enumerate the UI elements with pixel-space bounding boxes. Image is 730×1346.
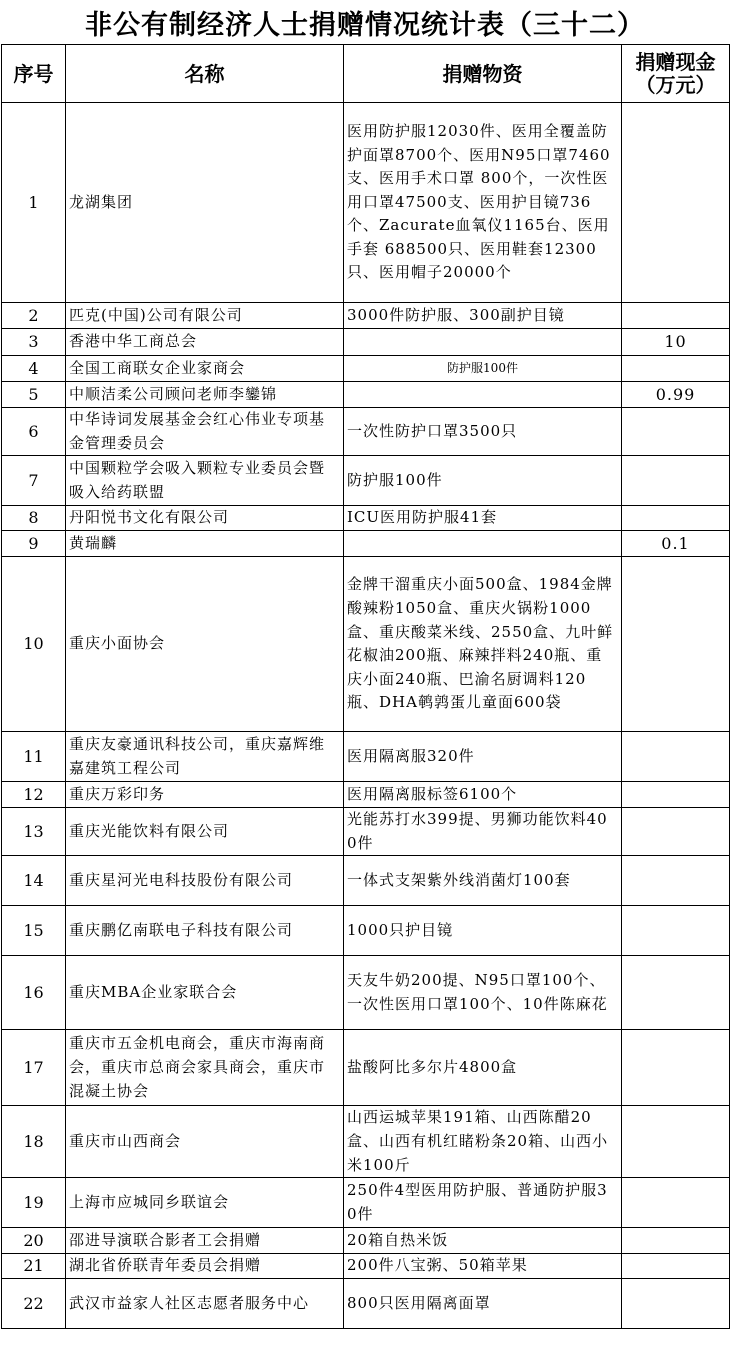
donor-name: 重庆友豪通讯科技公司，重庆嘉辉维嘉建筑工程公司 xyxy=(66,732,344,782)
donated-goods: 天友牛奶200提、N95口罩100个、一次性医用口罩100个、10件陈麻花 xyxy=(344,956,622,1030)
row-number: 7 xyxy=(2,456,66,506)
donated-goods: 一次性防护口罩3500只 xyxy=(344,408,622,456)
table-row xyxy=(2,1279,730,1329)
donated-goods: 盐酸阿比多尔片4800盒 xyxy=(344,1030,622,1106)
donated-goods: 山西运城苹果191箱、山西陈醋20盒、山西有机红睹粉条20箱、山西小米100斤 xyxy=(344,1106,622,1178)
row-number: 2 xyxy=(2,303,66,329)
table-body xyxy=(2,103,730,1329)
donor-name: 龙湖集团 xyxy=(66,103,344,303)
donated-goods: 光能苏打水399提、男狮功能饮料400件 xyxy=(344,808,622,856)
table-row xyxy=(2,956,730,1030)
table-row xyxy=(2,1106,730,1178)
donor-name: 重庆光能饮料有限公司 xyxy=(66,808,344,856)
row-number: 18 xyxy=(2,1106,66,1178)
donated-goods: 200件八宝粥、50箱苹果 xyxy=(344,1254,622,1279)
donated-goods: 防护服100件 xyxy=(344,356,622,382)
table-row xyxy=(2,303,730,329)
donated-goods: ICU医用防护服41套 xyxy=(344,506,622,531)
donated-cash: 0.1 xyxy=(622,531,730,557)
donated-cash xyxy=(622,1106,730,1178)
donor-name: 匹克(中国)公司有限公司 xyxy=(66,303,344,329)
row-number: 15 xyxy=(2,906,66,956)
donated-goods: 一体式支架紫外线消菌灯100套 xyxy=(344,856,622,906)
donor-name: 重庆小面协会 xyxy=(66,557,344,732)
row-number: 10 xyxy=(2,557,66,732)
table-row xyxy=(2,456,730,506)
donated-goods: 800只医用隔离面罩 xyxy=(344,1279,622,1329)
donated-cash xyxy=(622,408,730,456)
donor-name: 重庆市山西商会 xyxy=(66,1106,344,1178)
donated-cash xyxy=(622,303,730,329)
row-number: 16 xyxy=(2,956,66,1030)
table-row xyxy=(2,856,730,906)
donated-cash: 0.99 xyxy=(622,382,730,408)
donated-goods: 防护服100件 xyxy=(344,456,622,506)
donated-cash xyxy=(622,1228,730,1254)
donor-name: 重庆鹏亿南联电子科技有限公司 xyxy=(66,906,344,956)
donated-goods: 1000只护目镜 xyxy=(344,906,622,956)
table-row xyxy=(2,732,730,782)
row-number: 6 xyxy=(2,408,66,456)
donor-name: 重庆MBA企业家联合会 xyxy=(66,956,344,1030)
donated-cash xyxy=(622,1030,730,1106)
donor-name: 重庆万彩印务 xyxy=(66,782,344,808)
donor-name: 武汉市益家人社区志愿者服务中心 xyxy=(66,1279,344,1329)
row-number: 4 xyxy=(2,356,66,382)
row-number: 9 xyxy=(2,531,66,557)
table-header-row xyxy=(2,45,730,103)
row-number: 12 xyxy=(2,782,66,808)
donated-goods: 20箱自热米饭 xyxy=(344,1228,622,1254)
donated-cash xyxy=(622,103,730,303)
donor-name: 湖北省侨联青年委员会捐赠 xyxy=(66,1254,344,1279)
donated-cash xyxy=(622,808,730,856)
donated-cash xyxy=(622,1279,730,1329)
row-number: 20 xyxy=(2,1228,66,1254)
donated-cash: 10 xyxy=(622,329,730,356)
header-cash: 捐赠现金（万元） xyxy=(622,45,730,103)
donor-name: 上海市应城同乡联谊会 xyxy=(66,1178,344,1228)
donated-goods: 医用隔离服标签6100个 xyxy=(344,782,622,808)
donor-name: 重庆星河光电科技股份有限公司 xyxy=(66,856,344,906)
donated-goods: 金牌干溜重庆小面500盒、1984金牌酸辣粉1050盒、重庆火锅粉1000盒、重庆酸菜米线、2550盒、九叶鲜花椒油200瓶、麻辣拌料240瓶、重庆小面240瓶、巴渝名厨调料120瓶、DHA鹌鹑蛋儿童面600袋 xyxy=(344,557,622,732)
row-number: 22 xyxy=(2,1279,66,1329)
document-title: 非公有制经济人士捐赠情况统计表（三十二） xyxy=(85,9,645,41)
row-number: 3 xyxy=(2,329,66,356)
donated-cash xyxy=(622,732,730,782)
donor-name: 全国工商联女企业家商会 xyxy=(66,356,344,382)
donor-name: 中顺洁柔公司顾问老师李鑾锦 xyxy=(66,382,344,408)
donor-name: 中华诗词发展基金会红心伟业专项基金管理委员会 xyxy=(66,408,344,456)
donated-goods: 250件4型医用防护服、普通防护服30件 xyxy=(344,1178,622,1228)
donated-cash xyxy=(622,906,730,956)
row-number: 1 xyxy=(2,103,66,303)
header-no: 序号 xyxy=(2,45,66,103)
table-row xyxy=(2,531,730,557)
donor-name: 黄瑞麟 xyxy=(66,531,344,557)
table-row xyxy=(2,1228,730,1254)
table-row xyxy=(2,557,730,732)
donation-table xyxy=(1,44,730,1329)
donor-name: 丹阳悦书文化有限公司 xyxy=(66,506,344,531)
table-row xyxy=(2,1030,730,1106)
table-row xyxy=(2,356,730,382)
table-row xyxy=(2,808,730,856)
header-name: 名称 xyxy=(66,45,344,103)
table-row xyxy=(2,408,730,456)
donor-name: 邵进导演联合影者工会捐赠 xyxy=(66,1228,344,1254)
row-number: 5 xyxy=(2,382,66,408)
donated-cash xyxy=(622,1254,730,1279)
donated-goods xyxy=(344,329,622,356)
table-row xyxy=(2,906,730,956)
table-row xyxy=(2,1178,730,1228)
table-row xyxy=(2,1254,730,1279)
donated-cash xyxy=(622,956,730,1030)
donated-goods: 3000件防护服、300副护目镜 xyxy=(344,303,622,329)
donor-name: 中国颗粒学会吸入颗粒专业委员会暨吸入给药联盟 xyxy=(66,456,344,506)
donor-name: 香港中华工商总会 xyxy=(66,329,344,356)
table-row xyxy=(2,506,730,531)
table-row xyxy=(2,782,730,808)
row-number: 11 xyxy=(2,732,66,782)
donated-cash xyxy=(622,782,730,808)
donated-goods xyxy=(344,531,622,557)
row-number: 14 xyxy=(2,856,66,906)
row-number: 17 xyxy=(2,1030,66,1106)
donated-cash xyxy=(622,356,730,382)
row-number: 8 xyxy=(2,506,66,531)
row-number: 19 xyxy=(2,1178,66,1228)
row-number: 21 xyxy=(2,1254,66,1279)
donated-goods: 医用隔离服320件 xyxy=(344,732,622,782)
donated-goods xyxy=(344,382,622,408)
table-row xyxy=(2,103,730,303)
donated-cash xyxy=(622,856,730,906)
donated-cash xyxy=(622,1178,730,1228)
donor-name: 重庆市五金机电商会，重庆市海南商会，重庆市总商会家具商会，重庆市混凝土协会 xyxy=(66,1030,344,1106)
donated-cash xyxy=(622,456,730,506)
header-goods: 捐赠物资 xyxy=(344,45,622,103)
donated-goods: 医用防护服12030件、医用全覆盖防护面罩8700个、医用N95口罩7460支、医用手术口罩 800个，一次性医用口罩47500支、医用护目镜736个、Zacurate血氧仪1165台、医用手套 688500只、医用鞋套12300只、医用帽子20000个 xyxy=(344,103,622,303)
row-number: 13 xyxy=(2,808,66,856)
donated-cash xyxy=(622,557,730,732)
donated-cash xyxy=(622,506,730,531)
table-row xyxy=(2,329,730,356)
table-row xyxy=(2,382,730,408)
